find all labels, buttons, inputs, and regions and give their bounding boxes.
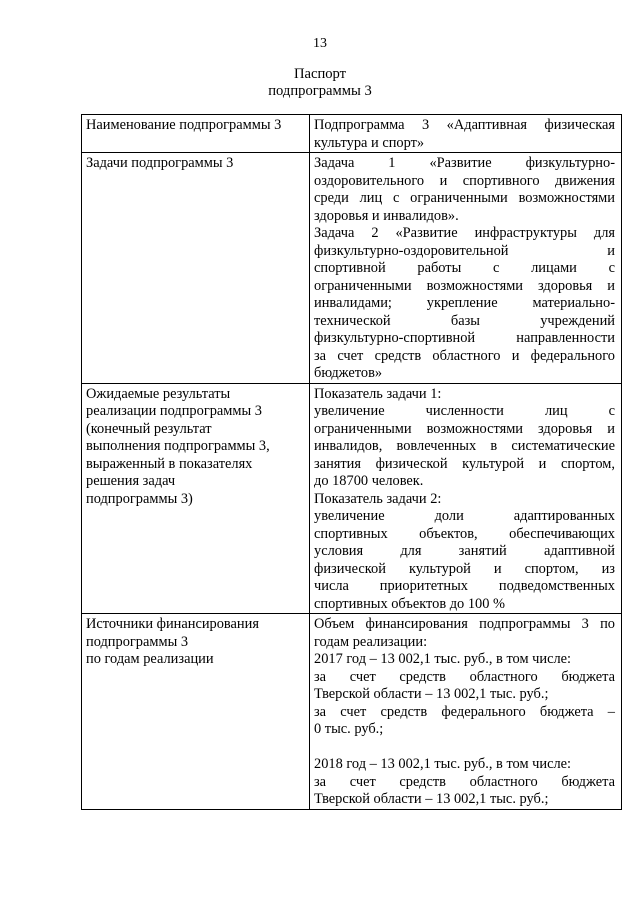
value-line: 2018 год – 13 002,1 тыс. руб., в том числе: <box>314 756 572 772</box>
label-line: по годам реализации <box>86 651 214 667</box>
value-line: инвалидов, вовлеченных в систематические <box>314 438 615 454</box>
table-row-financing <box>82 614 622 810</box>
page-number: 13 <box>313 36 327 51</box>
value-line: спортивных объектов до 100 % <box>314 595 505 612</box>
label-line: Задачи подпрограммы 3 <box>86 155 234 171</box>
value-line: физкультурно-спортивной направленности <box>314 330 615 346</box>
value-line: Тверской области – 13 002,1 тыс. руб.; <box>314 791 549 807</box>
label-cell <box>82 153 310 384</box>
value-cell <box>310 153 622 384</box>
value-line: за счет средств областного бюджета <box>314 668 615 685</box>
label-line: (конечный результат <box>86 420 212 437</box>
value-line: 2017 год – 13 002,1 тыс. руб., в том числе: <box>314 651 572 667</box>
table-row-results <box>82 383 622 614</box>
label-line: подпрограммы 3) <box>86 490 193 507</box>
value-line: увеличение доли адаптированных <box>314 508 615 524</box>
label-line: подпрограммы 3 <box>86 633 189 650</box>
value-cell <box>310 115 622 153</box>
value-line: Объем финансирования подпрограммы 3 по <box>314 616 615 632</box>
value-line: спортивных объектов, обеспечивающих <box>314 525 615 542</box>
value-line: увеличение численности лиц с <box>314 403 615 419</box>
document-title <box>0 66 640 100</box>
value-line: Подпрограмма 3 «Адаптивная физическая <box>314 117 615 133</box>
label-line: решения задач <box>86 473 176 489</box>
value-line: за счет средств областного и федерального <box>314 347 615 364</box>
value-line: условия для занятий адаптивной <box>314 543 615 559</box>
value-line: Задача 2 «Развитие инфраструктуры для <box>314 225 615 241</box>
table-row-tasks <box>82 153 622 384</box>
label-line: Наименование подпрограммы 3 <box>86 117 282 133</box>
value-line-blank <box>314 739 615 757</box>
value-line: ограниченными возможностями здоровья и <box>314 420 615 437</box>
value-line: 0 тыс. руб.; <box>314 721 384 737</box>
title-line-2: подпрограммы 3 <box>268 83 372 99</box>
label-line: Источники финансирования <box>86 616 259 632</box>
value-cell <box>310 614 622 810</box>
value-line: за счет средств федерального бюджета – <box>314 703 615 720</box>
value-line: технической базы учреждений <box>314 312 615 329</box>
value-line: ограниченными возможностями здоровья и <box>314 277 615 294</box>
value-line: Задача 1 «Развитие физкультурно- <box>314 155 615 171</box>
value-line: годам реализации: <box>314 633 428 650</box>
value-line: здоровья и инвалидов». <box>314 207 459 224</box>
label-cell <box>82 614 310 810</box>
title-line-1: Паспорт <box>293 66 347 82</box>
value-line: среди лиц с ограниченными возможностями <box>314 190 615 206</box>
label-line: выраженный в показателях <box>86 455 253 472</box>
value-line: за счет средств областного бюджета <box>314 773 615 790</box>
value-line: занятия физической культурой и спортом, <box>314 455 615 472</box>
value-line: физкультурно-оздоровительной и <box>314 242 615 259</box>
label-cell <box>82 383 310 614</box>
value-line: физической культурой и спортом, из <box>314 560 615 577</box>
value-line: числа приоритетных подведомственных <box>314 578 615 594</box>
label-line: Ожидаемые результаты <box>86 385 231 402</box>
value-line: Показатель задачи 1: <box>314 385 442 402</box>
value-line: до 18700 человек. <box>314 473 424 489</box>
value-line: инвалидами; укрепление материально- <box>314 295 615 311</box>
value-line: Тверской области – 13 002,1 тыс. руб.; <box>314 686 549 702</box>
label-line: выполнения подпрограммы 3, <box>86 438 270 454</box>
label-line: реализации подпрограммы 3 <box>86 403 262 419</box>
value-line: бюджетов» <box>314 365 383 381</box>
value-line: спортивной работы с лицами с <box>314 260 615 276</box>
label-cell <box>82 115 310 153</box>
value-line: культура и спорт» <box>314 134 425 151</box>
table-row-name <box>82 115 622 153</box>
value-line: оздоровительного и спортивного движения <box>314 172 615 189</box>
passport-table <box>81 114 622 810</box>
value-line: Показатель задачи 2: <box>314 490 442 507</box>
value-cell <box>310 383 622 614</box>
